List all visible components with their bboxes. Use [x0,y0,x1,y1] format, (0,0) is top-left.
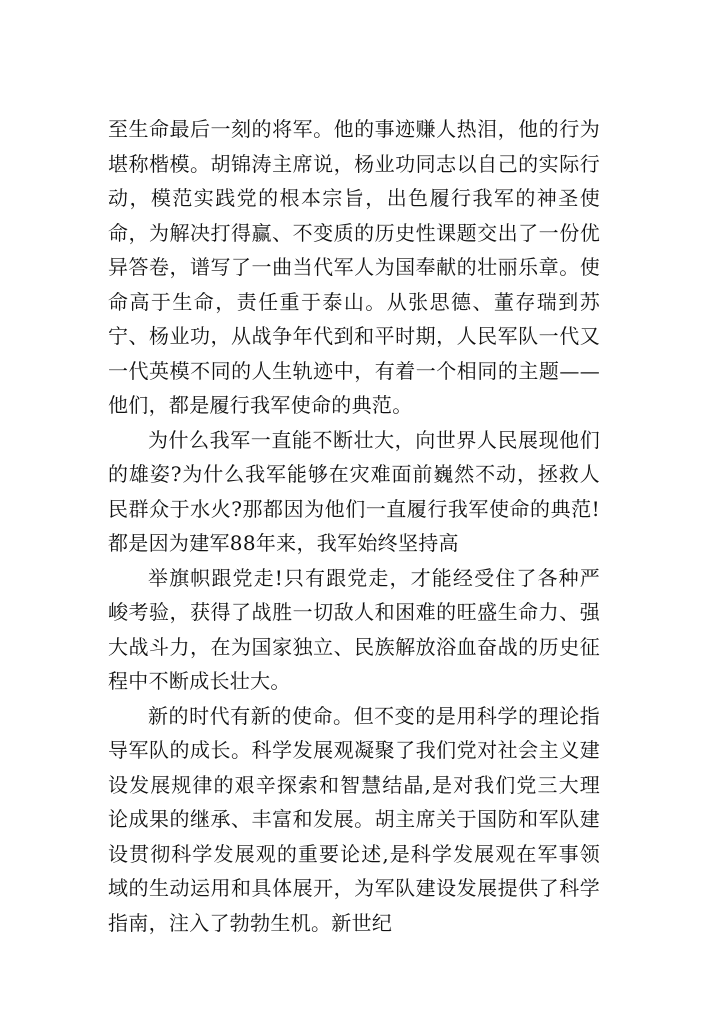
paragraph-4: 新的时代有新的使命。但不变的是用科学的理论指导军队的成长。科学发展观凝聚了我们党对社会主义建设发展规律的艰辛探索和智慧结晶,是对我们党三大理论成果的继承、丰富和发展。胡主席关于国防和军队建设贯彻科学发展观的重要论述,是科学发展观在军事领域的生动运用和具体展开，为军队建设发展提供了科学指南，注入了勃勃生机。新世纪 [108,703,600,935]
paragraph-3: 举旗帜跟党走!只有跟党走，才能经受住了各种严峻考验，获得了战胜一切敌人和困难的旺盛生命力、强大战斗力，在为国家独立、民族解放浴血奋战的历史征程中不断成长壮大。 [108,565,600,693]
paragraph-1: 至生命最后一刻的将军。他的事迹赚人热泪，他的行为堪称楷模。胡锦涛主席说，杨业功同志以自己的实际行动，模范实践党的根本宗旨，出色履行我军的神圣使命，为解决打得赢、不变质的历史性课题交出了一份优异答卷，谱写了一曲当代军人为国奉献的壮丽乐章。使命高于生命，责任重于泰山。从张思德、董存瑞到苏宁、杨业功，从战争年代到和平时期，人民军队一代又一代英模不同的人生轨迹中，有着一个相同的主题——他们，都是履行我军使命的典范。 [108,117,600,417]
document-page [108,112,600,940]
paragraph-2: 为什么我军一直能不断壮大，向世界人民展现他们的雄姿?为什么我军能够在灾难面前巍然不动，拯救人民群众于水火?那都因为他们一直履行我军使命的典范!都是因为建军88年来，我军始终坚持高 [108,427,600,555]
